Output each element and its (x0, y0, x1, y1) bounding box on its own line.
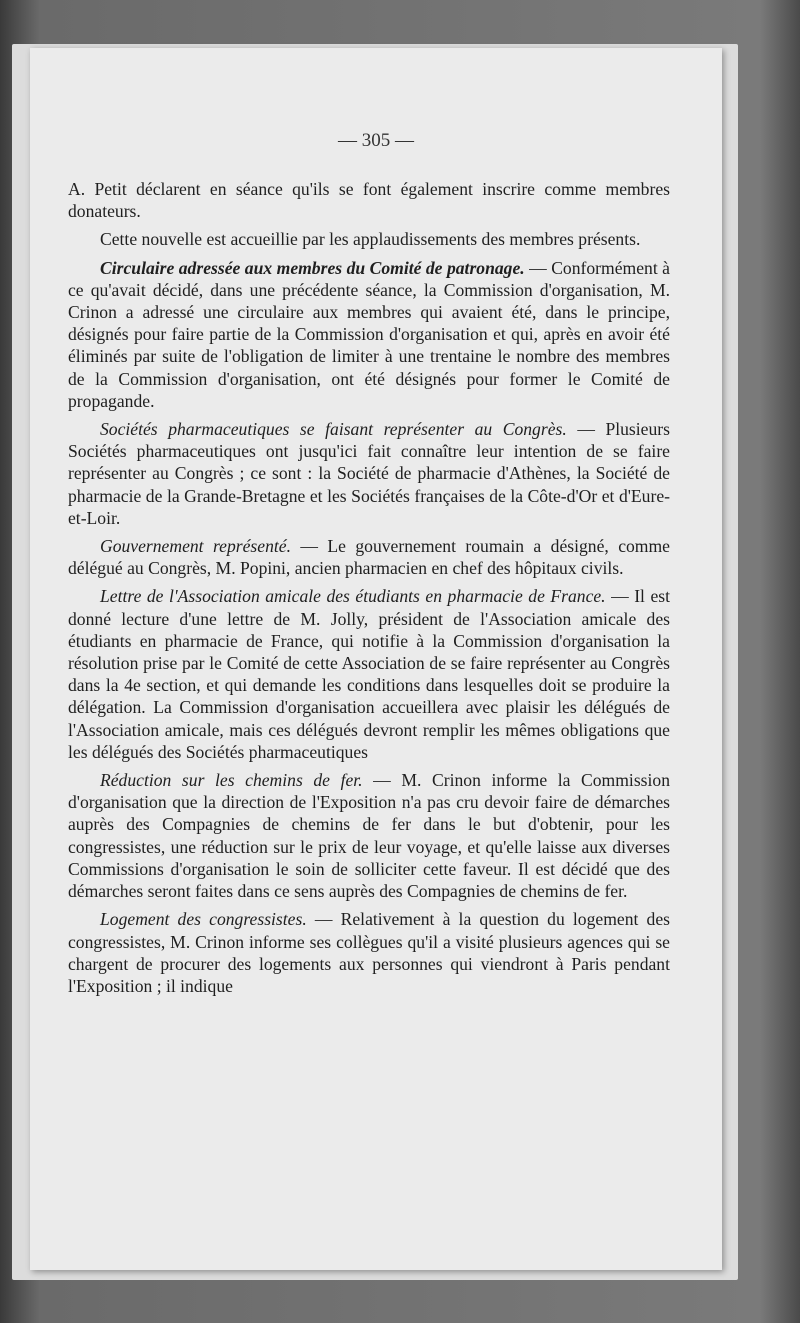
paragraph-text: — Relativement à la question du logement des congressistes, M. Crinon informe ses collègues qu'il a visité plusieurs agences qui se chargent de procurer des logements aux personnes qui viendront à Paris pendant l'Exposition ; il indique (68, 909, 670, 996)
paragraph-text: — Il est donné lecture d'une lettre de M. Jolly, président de l'Association amicale des étudiants en pharmacie de France, qui notifie à la Commission d'organisation la résolution prise par le Comité de cette Association de se faire représenter au Congrès dans la 4e section, et qui demande les conditions dans lesquelles doit se produire la délégation. La Commission d'organisation accueillera avec plaisir les délégués de l'Association amicale, mais ces délégués devront remplir les mêmes obligations que les délégués des Sociétés pharmaceutiques (68, 586, 670, 762)
paragraph-text: — Plusieurs Sociétés pharmaceutiques ont jusqu'ici fait connaître leur intention de se faire représenter au Congrès ; ce sont : la Société de pharmacie d'Athènes, la Société de pharmacie de la Grande-Bretagne et les Sociétés françaises de la Côte-d'Or et d'Eure-et-Loir. (68, 419, 670, 528)
paragraph-logement (68, 908, 670, 997)
paragraph-applaudissements (68, 228, 670, 250)
paragraph-text: — Le gouvernement roumain a désigné, comme délégué au Congrès, M. Popini, ancien pharmacien en chef des hôpitaux civils. (68, 536, 670, 579)
paragraph-societes (68, 418, 670, 529)
section-heading: Gouvernement représenté. (100, 536, 291, 557)
paragraph-donateurs (68, 178, 670, 222)
section-heading: Sociétés pharmaceutiques se faisant représenter au Congrès. (100, 419, 567, 440)
paragraph-lettre (68, 585, 670, 763)
paragraph-circulaire (68, 257, 670, 412)
paragraph-gouvernement (68, 535, 670, 579)
section-heading: Circulaire adressée aux membres du Comité de patronage. (100, 257, 525, 278)
paragraph-text: A. Petit déclarent en séance qu'ils se font également inscrire comme membres donateurs. (68, 179, 670, 222)
paragraph-text: — Conformément à ce qu'avait décidé, dans une précédente séance, la Commission d'organisation, M. Crinon a adressé une circulaire aux membres qui avaient été, dans le principe, désignés pour faire partie de la Commission d'organisation et qui, après en avoir été éliminés par suite de l'obligation de limiter à une trentaine le nombre des membres de la Commission d'organisation, ont été désignés pour former le Comité de propagande. (68, 257, 670, 411)
section-heading: Logement des congressistes. (100, 909, 307, 930)
body-text (68, 178, 670, 1003)
paragraph-text: Cette nouvelle est accueillie par les applaudissements des membres présents. (100, 229, 641, 250)
section-heading: Lettre de l'Association amicale des étudiants en pharmacie de France. (100, 586, 606, 607)
page-number: — 305 — (338, 130, 414, 151)
section-heading: Réduction sur les chemins de fer. (100, 770, 363, 791)
paragraph-text: — M. Crinon informe la Commission d'organisation que la direction de l'Exposition n'a pas cru devoir faire de démarches auprès des Compagnies de chemins de fer dans le but d'obtenir, pour les congressistes, une réduction sur le prix de leur voyage, et qu'elle laisse aux diverses Commissions d'organisation le soin de solliciter cette faveur. Il est décidé que des démarches seront faites dans ce sens auprès des Compagnies de chemins de fer. (68, 770, 670, 902)
document-page (30, 48, 722, 1270)
paragraph-reduction (68, 769, 670, 902)
